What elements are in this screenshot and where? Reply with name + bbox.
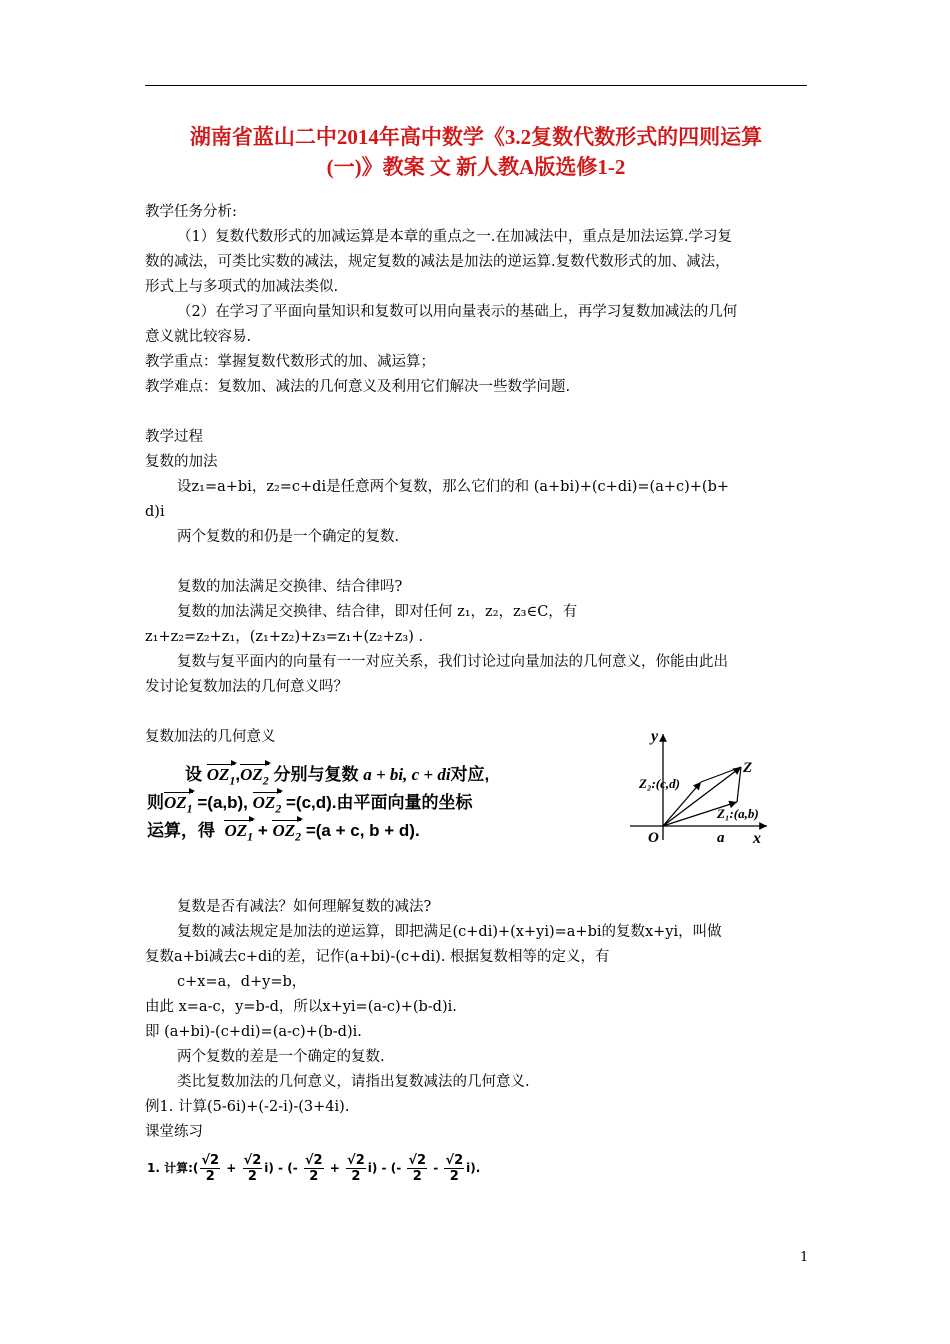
analysis-p1-l3: 形式上与多项式的加减法类似. bbox=[145, 279, 339, 295]
answer-laws: 复数的加法满足交换律、结合律，即对任何 z₁，z₂，z₃∈C，有 bbox=[177, 604, 578, 620]
commutative-associative-laws: z₁+z₂=z₂+z₁，(z₁+z₂)+z₃=z₁+(z₂+z₃) . bbox=[145, 629, 424, 645]
fig-label-y: y bbox=[651, 728, 659, 745]
header-rule bbox=[145, 85, 807, 86]
subtraction-def-l2: 复数a+bi减去c+di的差，记作(a+bi)-(c+di). 根据复数相等的定义，有 bbox=[145, 949, 610, 965]
analysis-p2-l2: 意义就比较容易. bbox=[145, 329, 252, 345]
vector-statement-l2: 则$OZ_1 =(a,b)$, $OZ_2 =(c,d)$.由平面向量的坐标 bbox=[147, 793, 473, 816]
difference-note: 两个复数的差是一个确定的复数. bbox=[177, 1049, 385, 1065]
vector-statement-l3: 运算，得 $OZ_1 + OZ_2 =(a + c$, b + d). bbox=[147, 821, 420, 844]
question-geometry-l1: 复数与复平面内的向量有一一对应关系，我们讨论过向量加法的几何意义，你能由此出 bbox=[177, 654, 728, 670]
practice-heading: 课堂练习 bbox=[145, 1124, 203, 1140]
subtraction-def-l1: 复数的减法规定是加法的逆运算，即把满足(c+di)+(x+yi)=a+bi的复数x+yi，叫做 bbox=[177, 924, 722, 940]
fig-label-z: Z bbox=[743, 760, 753, 776]
subtraction-eq1: c+x=a，d+y=b， bbox=[177, 974, 307, 990]
fig-label-origin: O bbox=[648, 830, 659, 846]
fig-label-x: x bbox=[753, 830, 761, 847]
geometry-heading: 复数加法的几何意义 bbox=[145, 729, 276, 745]
vector-statement-l1: 设 $OZ_1,OZ_2$ 分别与复数 a + bi, c + di对应, bbox=[185, 765, 490, 788]
subtraction-geometry-question: 类比复数加法的几何意义，请指出复数减法的几何意义. bbox=[177, 1074, 530, 1090]
fig-label-z1: Z₁:(a,b) bbox=[717, 806, 759, 821]
teaching-difficulty: 教学难点：复数加、减法的几何意义及利用它们解决一些数学问题. bbox=[145, 379, 571, 395]
analysis-heading: 教学任务分析: bbox=[145, 204, 237, 220]
exercise-1: 1. 计算:( $\frac{√2}{2}$ + $\frac{√2}{2}$ i) - (- $\frac{√2}{2}$ + $\frac{√2}{2}$ i) - (- $\frac{√2}{2}$ - $\frac{√2}{2}$ i). bbox=[147, 1153, 481, 1184]
vector-oz1: $OZ_1$ bbox=[206, 765, 236, 788]
question-geometry-l2: 发讨论复数加法的几何意义吗？ bbox=[145, 679, 348, 695]
vector-addition-figure bbox=[625, 722, 785, 847]
addition-heading: 复数的加法 bbox=[145, 454, 218, 470]
doc-title-line1: 湖南省蓝山二中2014年高中数学《3.2复数代数形式的四则运算 bbox=[189, 125, 763, 149]
teaching-key-point: 教学重点：掌握复数代数形式的加、减运算； bbox=[145, 354, 435, 370]
analysis-p1-l1: （1）复数代数形式的加减运算是本章的重点之一.在加减法中，重点是加法运算.学习复 bbox=[177, 229, 732, 245]
addition-definition-l2: d)i bbox=[145, 504, 165, 520]
subtraction-eq2: 由此 x=a-c，y=b-d，所以x+yi=(a-c)+(b-d)i. bbox=[145, 999, 457, 1015]
subtraction-eq3: 即 (a+bi)-(c+di)=(a-c)+(b-d)i. bbox=[145, 1024, 362, 1040]
question-laws: 复数的加法满足交换律、结合律吗? bbox=[177, 579, 403, 595]
doc-title-line2: (一)》教案 文 新人教A版选修1-2 bbox=[326, 155, 626, 179]
analysis-p2-l1: （2）在学习了平面向量知识和复数可以用向量表示的基础上，再学习复数加减法的几何 bbox=[177, 304, 738, 320]
example-1: 例1. 计算(5-6i)+(-2-i)-(3+4i). bbox=[145, 1099, 350, 1115]
analysis-p1-l2: 数的减法，可类比实数的减法，规定复数的减法是加法的逆运算.复数代数形式的加、减法， bbox=[145, 254, 730, 270]
subtraction-question: 复数是否有减法？如何理解复数的减法? bbox=[177, 899, 432, 915]
page-number: 1 bbox=[800, 1250, 809, 1265]
process-heading: 教学过程 bbox=[145, 429, 203, 445]
vector-oz2: $OZ_2$ bbox=[240, 765, 269, 788]
fig-label-z2: Z₂:(c,d) bbox=[639, 776, 680, 791]
sum-note: 两个复数的和仍是一个确定的复数. bbox=[177, 529, 400, 545]
fig-label-a: a bbox=[717, 830, 725, 846]
addition-definition-l1: 设z₁=a+bi，z₂=c+di是任意两个复数，那么它们的和 (a+bi)+(c+di)=(a+c)+(b+ bbox=[177, 479, 730, 495]
